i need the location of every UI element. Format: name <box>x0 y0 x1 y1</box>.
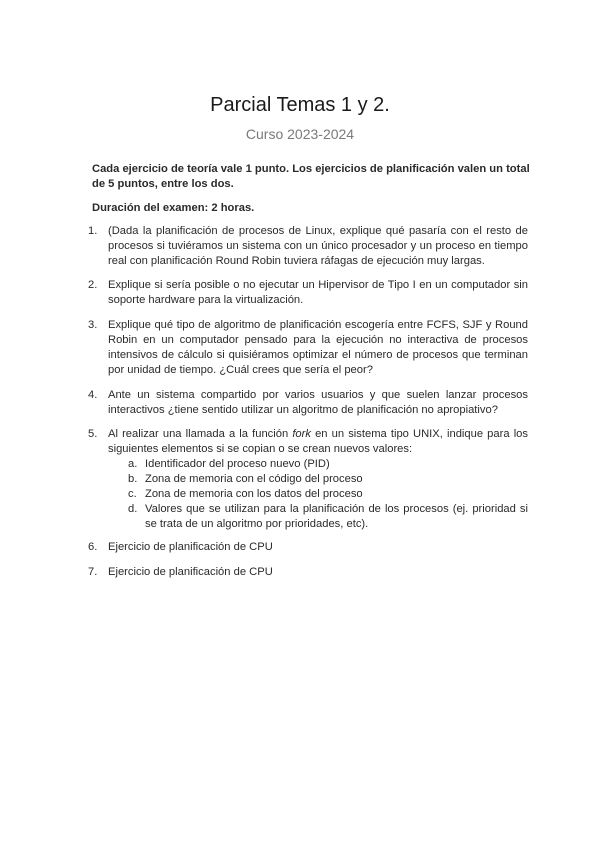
question-text: (Dada la planificación de procesos de Linux, explique qué pasaría con el resto de procesos si tuviéramos un sistema con un único procesador y un proceso en tiempo real con planificación Round Robin tuviera ráfagas de ejecución muy largas. <box>108 225 528 267</box>
question-text: Ejercicio de planificación de CPU <box>108 566 273 578</box>
sub-item-letter: b. <box>128 473 138 485</box>
scoring-note: Cada ejercicio de teoría vale 1 punto. Los ejercicios de planificación valen un total de 5 puntos, entre los dos. <box>92 163 530 190</box>
question-number: 3. <box>88 319 98 331</box>
question-text: Explique si sería posible o no ejecutar un Hipervisor de Tipo I en un computador sin soporte hardware para la virtualización. <box>108 279 528 306</box>
question-number: 7. <box>88 566 98 578</box>
question-number: 5. <box>88 428 98 440</box>
question-text-start: Al realizar una llamada a la función <box>108 428 293 440</box>
sub-item-text: Zona de memoria con los datos del proceso <box>145 488 363 500</box>
course-year: Curso 2023-2024 <box>245 126 355 142</box>
sub-item-text: Identificador del proceso nuevo (PID) <box>145 458 330 470</box>
question-text: Ante un sistema compartido por varios usuarios y que suelen lanzar procesos interactivos ¿tiene sentido utilizar un algoritmo de planificación no apropiativo? <box>108 389 528 416</box>
question-number: 6. <box>88 541 98 553</box>
question-text <box>108 427 528 457</box>
question-text-end: en un sistema tipo UNIX, indique para los siguientes elementos si se copian o se crean nuevos valores: <box>108 428 528 455</box>
sub-item-text: Valores que se utilizan para la planificación de los procesos (ej. prioridad si se trata de un algoritmo por prioridades, etc). <box>145 503 528 530</box>
question-text: Explique qué tipo de algoritmo de planificación escogería entre FCFS, SJF y Round Robin en un computador pensado para la ejecución no interactiva de procesos intensivos de cálculo si quisiéramos optimizar el número de procesos que terminan por unidad de tiempo. ¿Cuál crees que sería el peor? <box>108 319 528 376</box>
question-number: 4. <box>88 389 98 401</box>
question-number: 1. <box>88 225 98 237</box>
sub-item-letter: c. <box>128 488 137 500</box>
exam-title: Parcial Temas 1 y 2. <box>210 94 390 116</box>
question-text: Ejercicio de planificación de CPU <box>108 541 273 553</box>
sub-item-text: Zona de memoria con el código del proceso <box>145 473 363 485</box>
duration-note: Duración del examen: 2 horas. <box>92 202 255 214</box>
question-number: 2. <box>88 279 98 291</box>
sub-item-letter: a. <box>128 458 138 470</box>
sub-item-letter: d. <box>128 503 138 515</box>
fork-term: fork <box>292 428 311 440</box>
